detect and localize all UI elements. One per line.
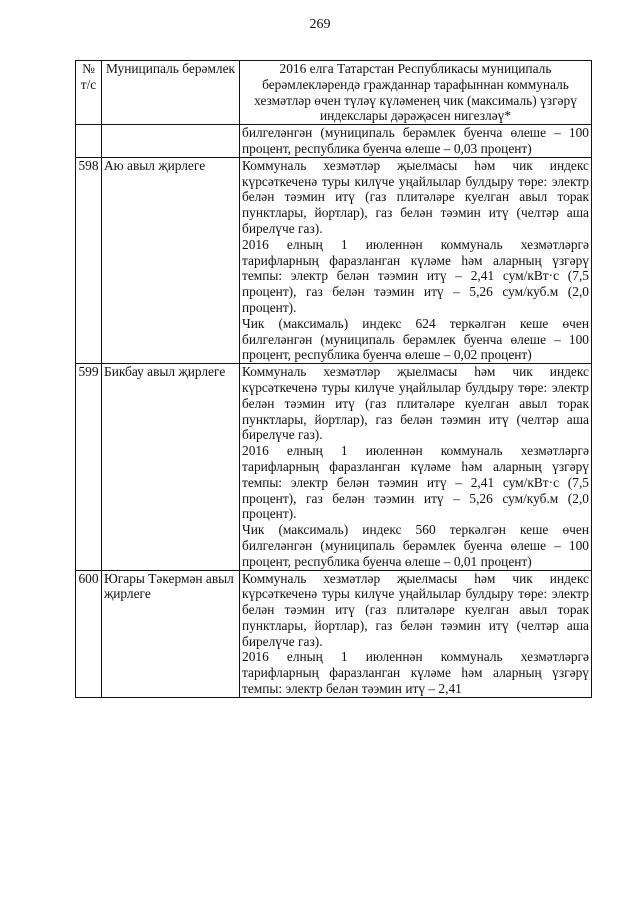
cell-number (76, 125, 102, 158)
tariff-forecast-paragraph: 2016 елның 1 июленнән коммуналь хезмәтләргә тарифларның фаразланган күләме һәм аларның үзгәрү темпы: электр белән тәэмин итү – 2,41 (242, 649, 589, 697)
utility-types-paragraph: Коммуналь хезмәтләр җыелмасы һәм чик индекс күрсәткеченә туры килүче уңайлылар булдыру төре: электр белән тәэмин итү (газ плитәләре куелган авыл торак пунктлары, йортлар), газ белән тәэмин итү (челтәр аша бирелүче газ). (242, 570, 589, 649)
limit-index-paragraph: Чик (максималь) индекс 560 теркәлгән кеше өчен билгеләнгән (муниципаль берәмлек буенча өлеше – 100 процент, республика буенча өлеше – 0,01 процент) (242, 522, 589, 569)
header-number: № т/с (76, 61, 102, 125)
tariff-forecast-paragraph: 2016 елның 1 июленнән коммуналь хезмәтләргә тарифларның фаразланган күләме һәм аларның үзгәрү темпы: электр белән тәэмин итү – 2,41 сум/кВт·с (7,5 процент), газ белән тәэмин итү – 5,26 сум/куб.м (2,0 процент). (242, 236, 589, 315)
table-row (76, 364, 592, 570)
cell-municipality: Югары Тәкермән авыл җирлеге (102, 570, 240, 697)
table-header-row (76, 61, 592, 125)
utility-types-paragraph: Коммуналь хезмәтләр җыелмасы һәм чик индекс күрсәткеченә туры килүче уңайлылар булдыру төре: электр белән тәэмин итү (газ плитәләре куелган авыл торак пунктлары, йортлар), газ белән тәэмин итү (челтәр аша бирелүче газ). (242, 157, 589, 236)
limit-index-paragraph: Чик (максималь) индекс 624 теркәлгән кеше өчен билгеләнгән (муниципаль берәмлек буенча өлеше – 100 процент, республика буенча өлеше – 0,02 процент) (242, 315, 589, 363)
cell-municipality: Бикбау авыл җирлеге (102, 364, 240, 570)
table-row (76, 570, 592, 697)
page-number: 269 (309, 17, 331, 32)
cell-number: 598 (76, 157, 102, 363)
cell-description (240, 157, 592, 363)
cell-description (240, 570, 592, 697)
header-municipality: Муниципаль берәмлек (102, 61, 240, 125)
cell-number: 599 (76, 364, 102, 570)
header-description: 2016 елга Татарстан Республикасы муниципаль берәмлекләрендә гражданнар тарафыннан коммуналь хезмәтләр өчен түләү күләменең чик (максималь) үзгәрү индекслары дәрәҗәсен нигезләү* (240, 61, 592, 125)
continuation-text: билгеләнгән (муниципаль берәмлек буенча өлеше – 100 процент, республика буенча өлеше – 0,03 процент) (242, 125, 589, 156)
cell-number: 600 (76, 570, 102, 697)
table-row-continuation (76, 125, 592, 158)
cell-description (240, 125, 592, 158)
cell-description (240, 364, 592, 570)
tariff-forecast-paragraph: 2016 елның 1 июленнән коммуналь хезмәтләргә тарифларның фаразланган күләме һәм аларның үзгәрү темпы: электр белән тәэмин итү – 2,41 сум/кВт·с (7,5 процент), газ белән тәэмин итү – 5,26 сум/куб.м (2,0 процент). (242, 443, 589, 522)
cell-municipality: Аю авыл җирлеге (102, 157, 240, 363)
cell-municipality (102, 125, 240, 158)
utility-types-paragraph: Коммуналь хезмәтләр җыелмасы һәм чик индекс күрсәткеченә туры килүче уңайлылар булдыру төре: электр белән тәэмин итү (газ плитәләре куелган авыл торак пунктлары, йортлар), газ белән тәэмин итү (челтәр аша бирелүче газ). (242, 364, 589, 443)
tariff-index-table (75, 60, 592, 698)
table-row (76, 157, 592, 363)
